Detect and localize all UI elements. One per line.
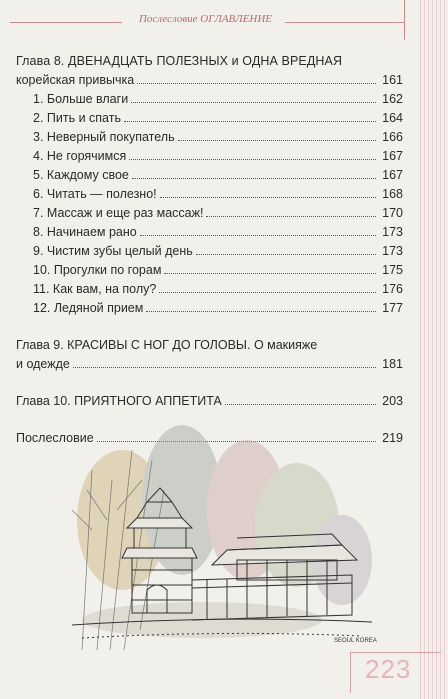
illustration-signature: SEOUL KOREA (334, 638, 377, 644)
toc-item[interactable] (16, 223, 403, 242)
toc-chapter-10-title: Глава 10. ПРИЯТНОГО АППЕТИТА (16, 394, 222, 408)
dot-leader (137, 83, 376, 84)
dot-leader (196, 254, 376, 255)
toc-item-label: 7. Массаж и еще раз массаж! (33, 206, 204, 220)
dot-leader (159, 292, 376, 293)
toc-page-number: 170 (382, 206, 403, 220)
dot-leader (206, 216, 376, 217)
toc-item-label: 12. Ледяной прием (33, 301, 144, 315)
toc-page-number: 177 (382, 301, 403, 315)
toc-page-number: 166 (382, 130, 403, 144)
toc-item[interactable] (16, 128, 403, 147)
toc-item-label: 1. Больше влаги (33, 92, 129, 106)
edge-stripes (420, 0, 448, 699)
toc-page-number: 181 (382, 357, 403, 371)
toc-item-label: 5. Каждому свое (33, 168, 129, 182)
toc-page-number: 176 (382, 282, 403, 296)
dot-leader (164, 273, 376, 274)
toc-page-number: 175 (382, 263, 403, 277)
toc-item[interactable] (16, 147, 403, 166)
toc-chapter-10[interactable] (16, 392, 403, 411)
toc-page-number: 219 (382, 431, 403, 445)
toc-chapter-9-title: Глава 9. КРАСИВЫ С НОГ ДО ГОЛОВЫ. О макияже (16, 338, 318, 352)
toc-page-number: 167 (382, 168, 403, 182)
header-rule-right (285, 22, 405, 23)
dot-leader (178, 140, 376, 141)
toc-chapter-8-title: Глава 8. ДВЕНАДЦАТЬ ПОЛЕЗНЫХ и ОДНА ВРЕДНАЯ (16, 54, 343, 68)
toc-item-label: 10. Прогулки по горам (33, 263, 162, 277)
toc-page-number: 203 (382, 394, 403, 408)
toc-item[interactable] (16, 185, 403, 204)
dot-leader (129, 159, 376, 160)
dot-leader (124, 121, 376, 122)
toc-page-number: 167 (382, 149, 403, 163)
toc-item[interactable] (16, 90, 403, 109)
toc-page-number: 168 (382, 187, 403, 201)
toc-page-number: 173 (382, 244, 403, 258)
toc-item[interactable] (16, 166, 403, 185)
dot-leader (132, 178, 376, 179)
table-of-contents (16, 52, 403, 448)
toc-page-number: 173 (382, 225, 403, 239)
toc-chapter-9[interactable] (16, 355, 403, 374)
toc-item[interactable] (16, 280, 403, 299)
toc-item-label: 9. Чистим зубы целый день (33, 244, 193, 258)
running-title: Послесловие ОГЛАВЛЕНИЕ (138, 13, 273, 25)
toc-item[interactable] (16, 109, 403, 128)
toc-afterword-title: Послесловие (16, 431, 94, 445)
dot-leader (160, 197, 376, 198)
toc-page-number: 162 (382, 92, 403, 106)
toc-item-label: 3. Неверный покупатель (33, 130, 175, 144)
dot-leader (131, 102, 376, 103)
toc-item[interactable] (16, 204, 403, 223)
toc-page-number: 161 (382, 73, 403, 87)
header-rule-left (10, 22, 122, 23)
toc-item-label: 6. Читать — полезно! (33, 187, 157, 201)
toc-chapter-8-title-cont: корейская привычка (16, 73, 135, 87)
palace-illustration (52, 410, 392, 670)
toc-chapter-8[interactable] (16, 71, 403, 90)
dot-leader (140, 235, 376, 236)
header-vertical-rule (404, 0, 405, 40)
toc-item-label: 4. Не горячимся (33, 149, 127, 163)
toc-page-number: 164 (382, 111, 403, 125)
toc-chapter-9-title-cont: и одежде (16, 357, 70, 371)
toc-item-label: 2. Пить и спать (33, 111, 121, 125)
page-number: 223 (365, 654, 412, 684)
dot-leader (225, 404, 376, 405)
dot-leader (73, 367, 376, 368)
toc-item[interactable] (16, 242, 403, 261)
toc-item-label: 11. Как вам, на полу? (33, 282, 157, 296)
toc-item-label: 8. Начинаем рано (33, 225, 137, 239)
dot-leader (146, 311, 376, 312)
toc-item[interactable] (16, 299, 403, 318)
running-header (0, 0, 408, 40)
toc-item[interactable] (16, 261, 403, 280)
